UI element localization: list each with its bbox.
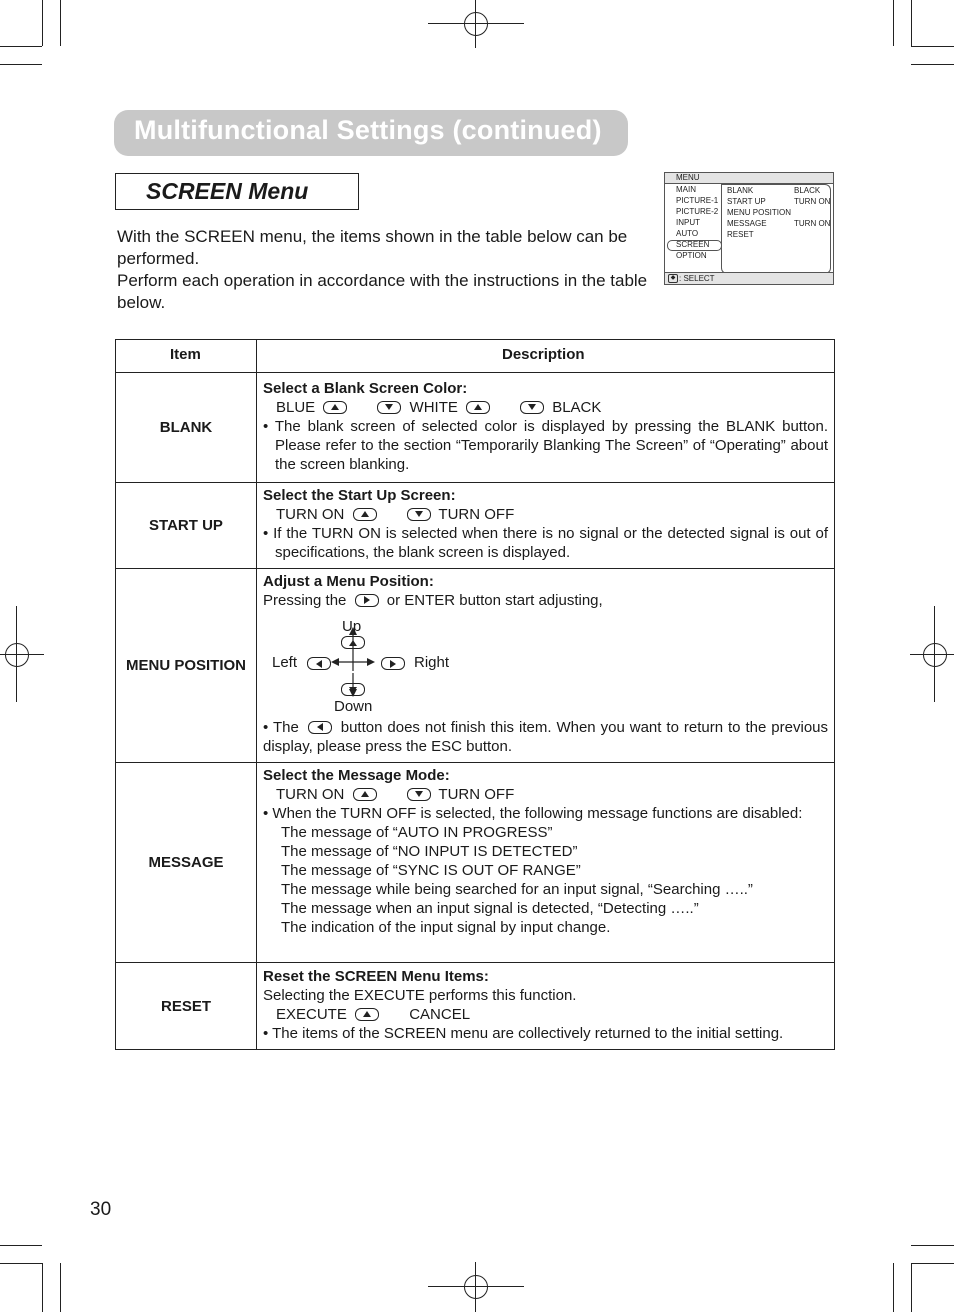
column-divider [256, 340, 257, 1049]
down-arrow-button-icon [377, 401, 401, 414]
message-list-item: The message of “NO INPUT IS DETECTED” [281, 843, 578, 860]
option-label: BLUE [276, 399, 316, 416]
page-title-bar [114, 110, 628, 156]
message-note: • When the TURN OFF is selected, the following message functions are disabled: [263, 805, 803, 822]
message-options [263, 785, 828, 804]
osd-panel-item: MESSAGE [727, 219, 767, 228]
osd-left-item: OPTION [676, 251, 707, 260]
crop-mark [911, 1245, 954, 1246]
left-arrow-button-icon [308, 721, 332, 734]
section-title: SCREEN Menu [146, 178, 309, 204]
osd-submenu-panel [721, 184, 831, 274]
intro-paragraph: Perform each operation in accordance with the instructions in the table below. [117, 271, 648, 312]
right-arrow-button-icon [355, 594, 379, 607]
registration-mark [910, 606, 954, 702]
osd-left-item: PICTURE-2 [676, 207, 719, 216]
column-header-item: Item [170, 346, 201, 363]
osd-title-bar [665, 173, 833, 184]
message-list-item: The message when an input signal is detected, “Detecting …..” [281, 900, 699, 917]
description-reset [263, 967, 828, 1043]
blank-options [263, 398, 828, 417]
crop-mark [911, 1263, 912, 1312]
menupos-note-part: • The [263, 719, 299, 736]
down-arrow-button-icon [407, 788, 431, 801]
crop-mark [0, 1245, 42, 1246]
message-heading: Select the Message Mode: [263, 767, 450, 784]
description-blank [263, 379, 828, 474]
message-list-item: The message of “SYNC IS OUT OF RANGE” [281, 862, 581, 879]
osd-panel-item: BLANK [727, 186, 754, 195]
startup-note: • If the TURN ON is selected when there is no signal or the detected signal is out of specifications, the blank screen is displayed. [263, 525, 828, 561]
direction-label-right: Right [414, 654, 450, 671]
osd-title: MENU [676, 173, 700, 182]
option-label: TURN OFF [438, 786, 515, 803]
osd-panel-value: TURN ON [794, 219, 831, 228]
description-message [263, 766, 828, 937]
reset-note: • The items of the SCREEN menu are collectively returned to the initial setting. [263, 1025, 784, 1042]
crop-mark [42, 1263, 43, 1312]
down-arrow-button-icon [407, 508, 431, 521]
option-label: TURN OFF [438, 506, 515, 523]
crop-mark [0, 46, 42, 47]
osd-status-text: : SELECT [679, 274, 715, 283]
crop-mark [911, 0, 912, 46]
menupos-note-part: button does not finish this item. When you want to return to the previous display, please press the ESC button. [263, 719, 828, 755]
left-arrow-button-icon [307, 657, 331, 670]
item-message: MESSAGE [148, 854, 224, 871]
option-label: WHITE [409, 399, 458, 416]
osd-panel-value: TURN ON [794, 197, 831, 206]
menupos-note [263, 718, 828, 756]
osd-left-item: MAIN [676, 185, 696, 194]
crop-mark [0, 64, 42, 65]
osd-panel-value: BLACK [794, 186, 821, 195]
option-label: EXECUTE [276, 1006, 347, 1023]
reset-line: Selecting the EXECUTE performs this function. [263, 987, 577, 1004]
up-arrow-button-icon [355, 1008, 379, 1021]
menupos-note-text [263, 718, 828, 756]
direction-label-left: Left [272, 654, 298, 671]
crop-mark [60, 0, 61, 46]
reset-heading: Reset the SCREEN Menu Items: [263, 968, 489, 985]
osd-menu-thumbnail [664, 172, 834, 285]
direction-label-up: Up [342, 618, 362, 635]
startup-options [263, 505, 828, 524]
page-title: Multifunctional Settings (continued) [134, 115, 602, 145]
registration-mark [428, 1262, 524, 1312]
screen-menu-table [115, 339, 835, 1050]
crop-mark [911, 64, 954, 65]
up-arrow-button-icon [353, 508, 377, 521]
osd-panel-item: MENU POSITION [727, 208, 792, 217]
direction-diagram [263, 619, 523, 714]
message-list-item: The indication of the input signal by input change. [281, 919, 611, 936]
item-menu-position: MENU POSITION [125, 657, 246, 674]
crop-mark [0, 1263, 42, 1264]
osd-status-bar [665, 272, 833, 284]
down-arrow-button-icon [520, 401, 544, 414]
startup-heading: Select the Start Up Screen: [263, 487, 456, 504]
crop-mark [893, 1263, 894, 1312]
osd-left-item: INPUT [676, 218, 700, 227]
option-label: TURN ON [276, 506, 345, 523]
blank-heading: Select a Blank Screen Color: [263, 380, 468, 397]
section-title-box [115, 173, 359, 210]
crop-mark [911, 1263, 954, 1264]
menupos-line-text: or ENTER button start adjusting, [386, 592, 603, 609]
intro-paragraph: With the SCREEN menu, the items shown in the table below can be performed. [117, 227, 628, 268]
message-list-item: The message of “AUTO IN PROGRESS” [281, 824, 553, 841]
column-header-description: Description [502, 346, 585, 363]
item-blank: BLANK [159, 419, 213, 436]
page-number: 30 [90, 1199, 112, 1220]
direction-label-down: Down [334, 698, 373, 715]
option-label: CANCEL [409, 1006, 471, 1023]
message-list-item: The message while being searched for an input signal, “Searching …..” [281, 881, 753, 898]
osd-left-item: PICTURE-1 [676, 196, 719, 205]
osd-panel-item: START UP [727, 197, 766, 206]
up-arrow-button-icon [323, 401, 347, 414]
item-start-up: START UP [149, 517, 223, 534]
reset-options [263, 1005, 828, 1024]
up-arrow-button-icon [466, 401, 490, 414]
up-arrow-button-icon [353, 788, 377, 801]
right-arrow-button-icon [381, 657, 405, 670]
option-label: BLACK [552, 399, 602, 416]
crop-mark [911, 46, 954, 47]
crop-mark [42, 0, 43, 46]
up-arrow-button-icon [341, 636, 365, 649]
menupos-line [263, 591, 828, 610]
blank-note: • The blank screen of selected color is displayed by pressing the BLANK button. Please refer to the section “Temporarily Blanking The Screen” of “Operating” about the screen blanking. [263, 418, 828, 473]
description-start-up [263, 486, 828, 562]
option-label: TURN ON [276, 786, 345, 803]
osd-left-item: AUTO [676, 229, 699, 238]
select-key-icon: ◆ [668, 274, 678, 283]
registration-mark [0, 606, 44, 702]
osd-panel-item: RESET [727, 230, 754, 239]
intro-text [117, 226, 657, 314]
menupos-heading: Adjust a Menu Position: [263, 573, 434, 590]
osd-left-item: SCREEN [676, 240, 710, 249]
crop-mark [60, 1263, 61, 1312]
description-menu-position [263, 572, 828, 610]
registration-mark [428, 0, 524, 48]
menupos-line-text: Pressing the [263, 592, 347, 609]
crop-mark [893, 0, 894, 46]
down-arrow-button-icon [341, 683, 365, 696]
item-reset: RESET [160, 997, 211, 1015]
